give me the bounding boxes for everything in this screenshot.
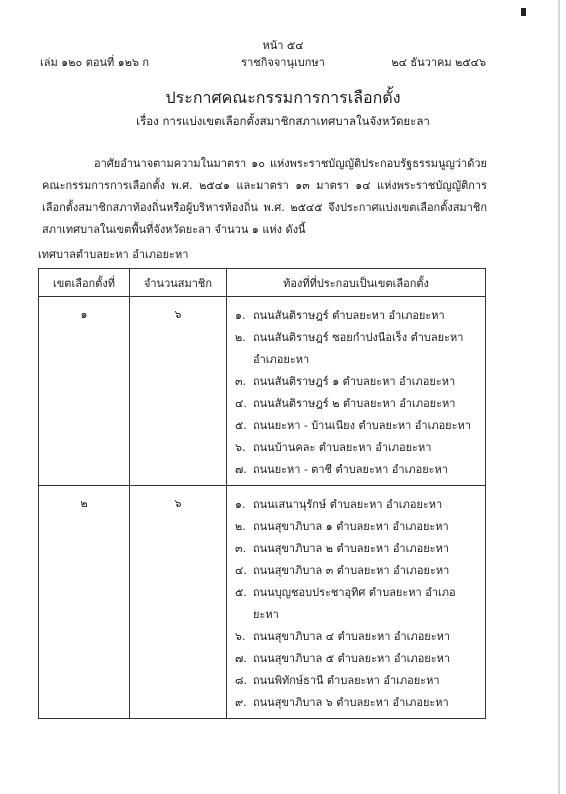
list-item bbox=[235, 494, 481, 516]
places-list bbox=[227, 486, 485, 718]
item-index: ๕. bbox=[235, 419, 247, 432]
zone-number: ๑ bbox=[39, 297, 130, 486]
item-index: ๕. bbox=[235, 586, 247, 599]
list-item bbox=[235, 626, 481, 648]
item-text: ถนนสันติราษฎร์ ๑ ตำบลยะหา อำเภอยะหา bbox=[253, 375, 456, 388]
item-index: ๖. bbox=[235, 630, 246, 643]
item-text: ถนนสุขาภิบาล ๔ ตำบลยะหา อำเภอยะหา bbox=[253, 630, 451, 643]
item-text: ถนนยะหา - บ้านเนียง ตำบลยะหา อำเภอยะหา bbox=[253, 419, 471, 432]
header-members: จำนวนสมาชิก bbox=[130, 269, 227, 297]
list-item bbox=[235, 538, 481, 560]
list-item bbox=[235, 415, 481, 437]
item-text: ถนนเสนานุรักษ์ ตำบลยะหา อำเภอยะหา bbox=[253, 498, 443, 511]
places-cell bbox=[227, 486, 486, 719]
item-index: ๖. bbox=[235, 441, 246, 454]
table-row bbox=[39, 486, 486, 719]
item-text: ถนนสุขาภิบาล ๖ ตำบลยะหา อำเภอยะหา bbox=[253, 696, 449, 709]
item-index: ๗. bbox=[235, 652, 247, 665]
scan-mark bbox=[521, 8, 526, 16]
gazette-volume: เล่ม ๑๒๐ ตอนที่ ๑๒๖ ก bbox=[40, 56, 150, 69]
member-count: ๖ bbox=[130, 486, 227, 719]
item-text: ถนนบ้านคละ ตำบลยะหา อำเภอยะหา bbox=[253, 441, 432, 454]
municipality-label: เทศบาลตำบลยะหา อำเภอยะหา bbox=[38, 248, 189, 261]
table-header-row bbox=[39, 269, 486, 297]
item-index: ๑. bbox=[235, 498, 246, 511]
item-text: ถนนสันติราษฎร์ ๒ ตำบลยะหา อำเภอยะหา bbox=[253, 397, 456, 410]
gazette-date: ๒๔ ธันวาคม ๒๕๔๖ bbox=[391, 56, 486, 69]
item-text: ถนนบุญชอบประชาอุทิศ ตำบลยะหา อำเภอยะหา bbox=[253, 586, 456, 621]
item-index: ๗. bbox=[235, 463, 247, 476]
districts-table bbox=[38, 268, 486, 719]
list-item bbox=[235, 393, 481, 415]
table-row bbox=[39, 297, 486, 486]
item-index: ๘. bbox=[235, 674, 247, 687]
item-index: ๑. bbox=[235, 309, 246, 322]
list-item bbox=[235, 692, 481, 714]
list-item bbox=[235, 648, 481, 670]
item-text: ถนนสุขาภิบาล ๑ ตำบลยะหา อำเภอยะหา bbox=[253, 520, 449, 533]
item-text: ถนนพิทักษ์ธานี ตำบลยะหา อำเภอยะหา bbox=[253, 674, 440, 687]
list-item bbox=[235, 582, 481, 626]
item-text: ถนนสันติราษฎร์ ซอยกำปงนือเร็ง ตำบลยะหา อำเภอยะหา bbox=[253, 331, 464, 366]
item-index: ๓. bbox=[235, 375, 247, 388]
item-index: ๔. bbox=[235, 564, 247, 577]
gazette-name: ราชกิจจานุเบกษา bbox=[241, 56, 325, 69]
announcement-body bbox=[42, 153, 487, 241]
list-item bbox=[235, 327, 481, 371]
item-text: ถนนสุขาภิบาล ๕ ตำบลยะหา อำเภอยะหา bbox=[253, 652, 451, 665]
list-item bbox=[235, 459, 481, 481]
item-index: ๙. bbox=[235, 696, 247, 709]
page-number: หน้า ๕๔ bbox=[262, 39, 304, 52]
places-list bbox=[227, 297, 485, 485]
list-item bbox=[235, 371, 481, 393]
list-item bbox=[235, 560, 481, 582]
item-index: ๓. bbox=[235, 542, 247, 555]
item-text: ถนนสุขาภิบาล ๒ ตำบลยะหา อำเภอยะหา bbox=[253, 542, 450, 555]
announcement-title: ประกาศคณะกรรมการการเลือกตั้ง bbox=[165, 88, 401, 107]
announcement-subtitle: เรื่อง การแบ่งเขตเลือกตั้งสมาชิกสภาเทศบาลในจังหวัดยะลา bbox=[136, 114, 430, 128]
item-index: ๔. bbox=[235, 397, 247, 410]
member-count: ๖ bbox=[130, 297, 227, 486]
list-item bbox=[235, 516, 481, 538]
header-places: ท้องที่ที่ประกอบเป็นเขตเลือกตั้ง bbox=[227, 269, 486, 297]
item-text: ถนนยะหา - ตาชี ตำบลยะหา อำเภอยะหา bbox=[253, 463, 448, 476]
body-paragraph: อาศัยอำนาจตามความในมาตรา ๑๐ แห่งพระราชบัญญัติประกอบรัฐธรรมนูญว่าด้วยคณะกรรมการการเลือกตั้ง พ.ศ. ๒๕๔๑ และมาตรา ๑๓ มาตรา ๑๔ แห่งพระราชบัญญัติการเลือกตั้งสมาชิกสภาท้องถิ่นหรือผู้บริหารท้องถิ่น พ.ศ. ๒๕๔๕ จึงประกาศแบ่งเขตเลือกตั้งสมาชิกสภาเทศบาลในเขตพื้นที่จังหวัดยะลา จำนวน ๑ แห่ง ดังนี้ bbox=[42, 157, 487, 236]
item-index: ๒. bbox=[235, 520, 246, 533]
item-text: ถนนสุขาภิบาล ๓ ตำบลยะหา อำเภอยะหา bbox=[253, 564, 450, 577]
item-text: ถนนสันติราษฎร์ ตำบลยะหา อำเภอยะหา bbox=[253, 309, 445, 322]
item-index: ๒. bbox=[235, 331, 246, 344]
list-item bbox=[235, 437, 481, 459]
list-item bbox=[235, 670, 481, 692]
header-zone: เขตเลือกตั้งที่ bbox=[39, 269, 130, 297]
zone-number: ๒ bbox=[39, 486, 130, 719]
list-item bbox=[235, 305, 481, 327]
places-cell bbox=[227, 297, 486, 486]
